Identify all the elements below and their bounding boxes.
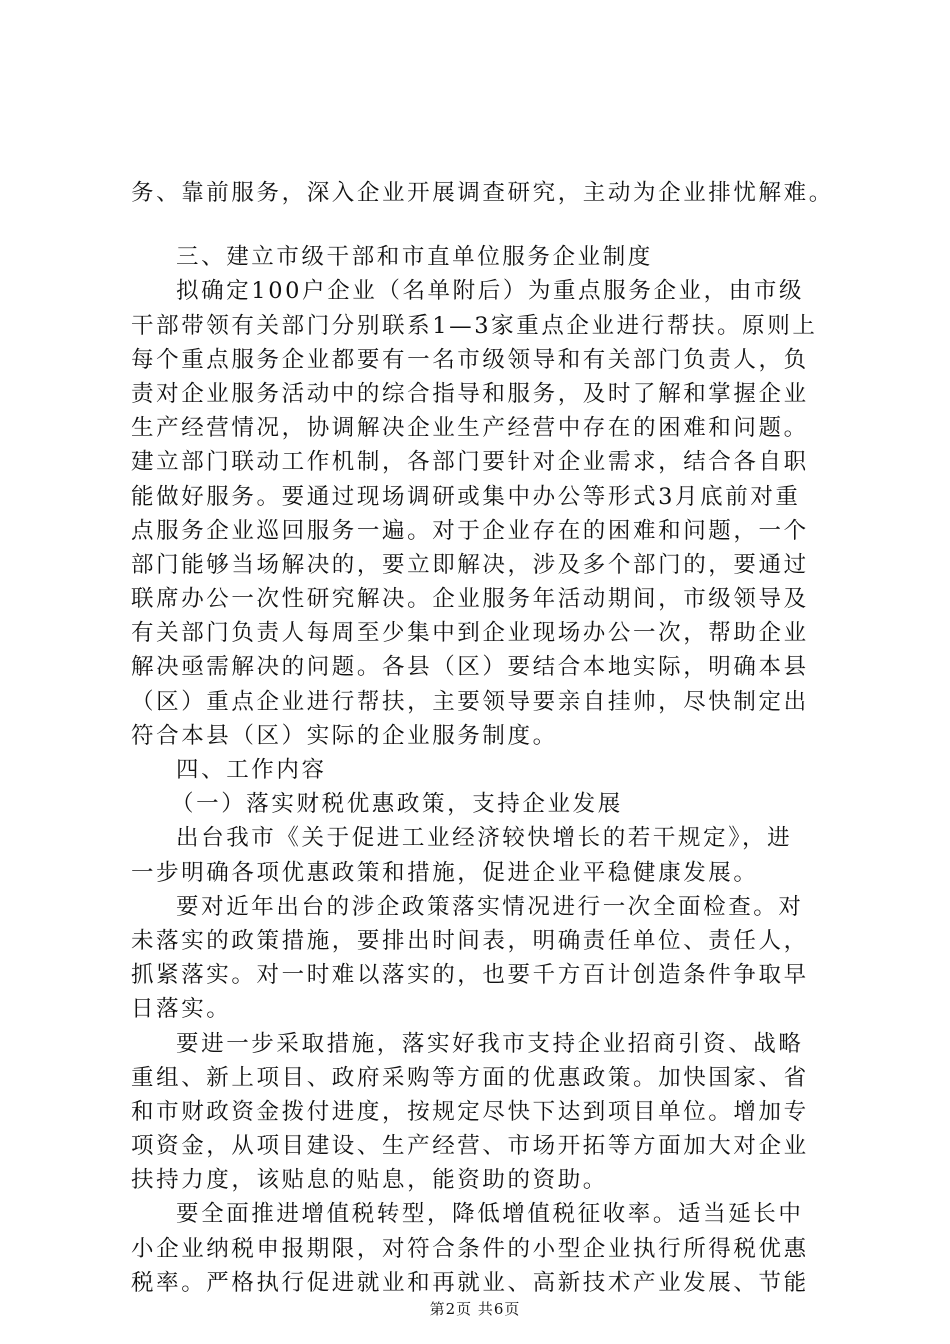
text-line: 和市财政资金拨付进度，按规定尽快下达到项目单位。增加专	[131, 1098, 809, 1125]
text-line: 小企业纳税申报期限，对符合条件的小型企业执行所得税优惠	[131, 1235, 809, 1262]
text-line: 要进一步采取措施，落实好我市支持企业招商引资、战略	[176, 1030, 804, 1057]
text-line: 要全面推进增值税转型，降低增值税征收率。适当延长中	[176, 1201, 804, 1228]
text-line: 解决亟需解决的问题。各县（区）要结合本地实际，明确本县	[131, 654, 809, 681]
text-line: 扶持力度，该贴息的贴息，能资助的资助。	[131, 1167, 608, 1194]
text-line: 一步明确各项优惠政策和措施，促进企业平稳健康发展。	[131, 859, 759, 886]
section-3-paragraph	[131, 274, 831, 753]
text-line: 生产经营情况，协调解决企业生产经营中存在的困难和问题。	[131, 415, 809, 442]
text-line: 干部带领有关部门分别联系1—3家重点企业进行帮扶。原则上	[131, 312, 818, 339]
text-line: 要对近年出台的涉企政策落实情况进行一次全面检查。对	[176, 893, 804, 920]
text-line: 日落实。	[131, 996, 232, 1023]
text-line: 每个重点服务企业都要有一名市级领导和有关部门负责人，负	[131, 346, 809, 373]
text-line: 建立部门联动工作机制，各部门要针对企业需求，结合各自职	[131, 449, 809, 476]
document-body	[131, 176, 834, 1300]
text-line: 拟确定100户企业（名单附后）为重点服务企业，由市级	[176, 278, 805, 305]
page-footer: 第2页 共6页	[429, 1300, 521, 1318]
text-line: 部门能够当场解决的，要立即解决，涉及多个部门的，要通过	[131, 551, 809, 578]
text-line: 出台我市《关于促进工业经济较快增长的若干规定》，进	[176, 825, 793, 852]
text-line: 项资金，从项目建设、生产经营、市场开拓等方面加大对企业	[131, 1133, 809, 1160]
text-line: （区）重点企业进行帮扶，主要领导要亲自挂帅，尽快制定出	[131, 688, 809, 715]
text-line: 重组、新上项目、政府采购等方面的优惠政策。加快国家、省	[131, 1064, 809, 1091]
text-line: 能做好服务。要通过现场调研或集中办公等形式3月底前对重	[131, 483, 801, 510]
section-4-paragraph-3	[131, 1027, 831, 1198]
section-4-paragraph-1	[131, 821, 831, 889]
text-line: 抓紧落实。对一时难以落实的，也要千方百计创造条件争取早	[131, 962, 809, 989]
text-line: 税率。严格执行促进就业和再就业、高新技术产业发展、节能	[131, 1269, 809, 1296]
intro-line: 务、靠前服务，深入企业开展调查研究，主动为企业排忧解难。	[131, 180, 834, 206]
text-line: 有关部门负责人每周至少集中到企业现场办公一次，帮助企业	[131, 620, 809, 647]
section-4-paragraph-2	[131, 890, 831, 1027]
paragraph-gap	[131, 210, 831, 240]
section-3-heading: 三、建立市级干部和市直单位服务企业制度	[176, 244, 653, 271]
text-line: 符合本县（区）实际的企业服务制度。	[131, 722, 558, 749]
text-line: 未落实的政策措施，要排出时间表，明确责任单位、责任人，	[131, 927, 809, 954]
section-4-subheading: （一）落实财税优惠政策，支持企业发展	[171, 791, 623, 818]
section-4-heading: 四、工作内容	[176, 757, 327, 783]
text-line: 点服务企业巡回服务一遍。对于企业存在的困难和问题，一个	[131, 517, 809, 544]
text-line: 责对企业服务活动中的综合指导和服务，及时了解和掌握企业	[131, 380, 809, 407]
text-line: 联席办公一次性研究解决。企业服务年活动期间，市级领导及	[131, 586, 809, 613]
section-4-paragraph-4	[131, 1197, 831, 1300]
